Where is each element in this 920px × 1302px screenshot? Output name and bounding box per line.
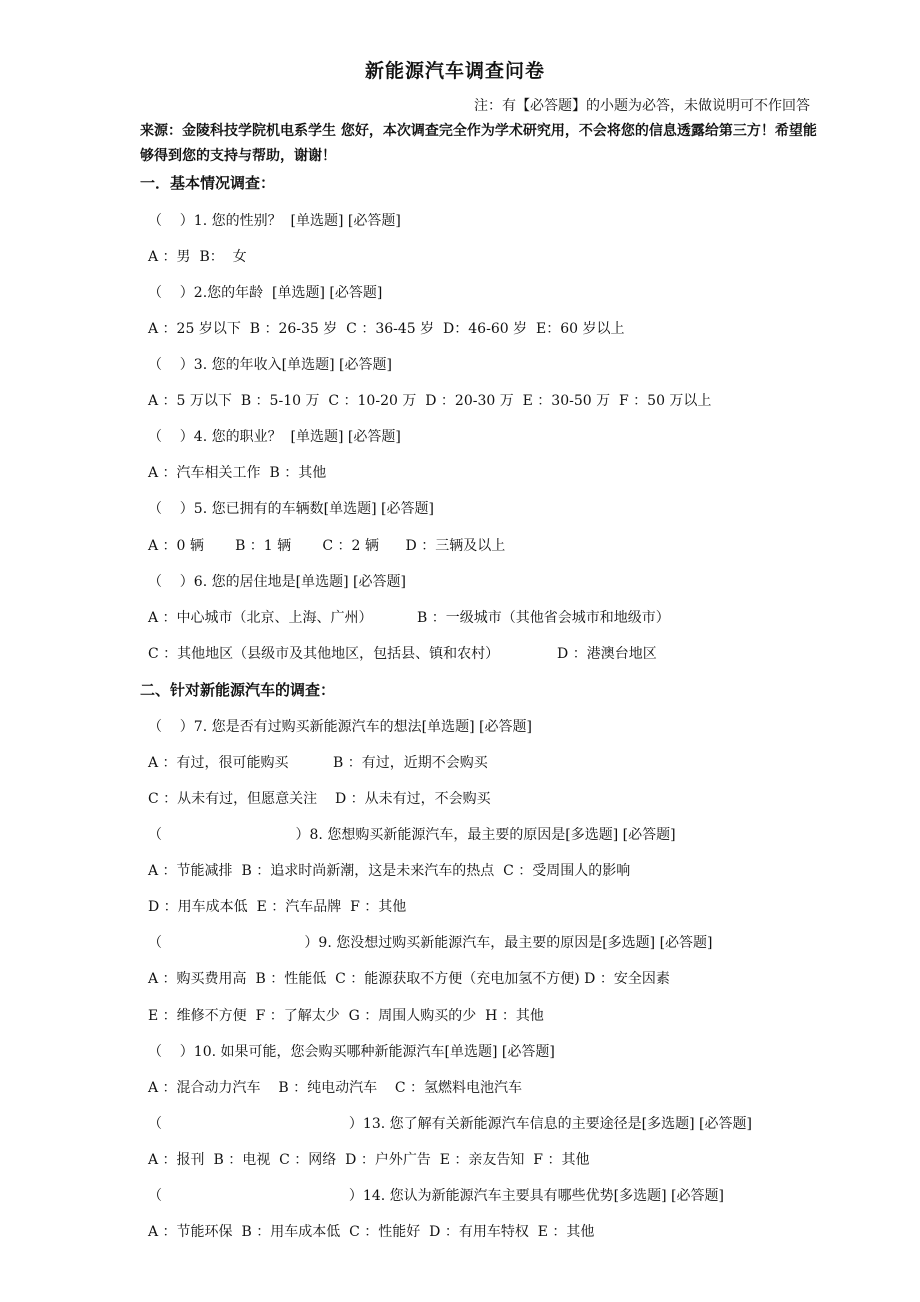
options-9-line-1: A ：购买费用高 B ：性能低 C ：能源获取不方便（充电加氢不方便) D ：安全因素 bbox=[148, 971, 670, 987]
options-7-line-2: C ：从未有过，但愿意关注 D ：从未有过，不会购买 bbox=[148, 791, 491, 807]
options-8-line-1: A ：节能减排 B ：追求时尚新潮，这是未来汽车的热点 C ：受周围人的影响 bbox=[148, 863, 631, 879]
question-14: （ ）14. 您认为新能源汽车主要具有哪些优势[多选题] [必答题] bbox=[148, 1188, 724, 1204]
question-1: （ ）1. 您的性别？ [单选题] [必答题] bbox=[148, 213, 401, 229]
section-heading-basic: 一．基本情况调查： bbox=[140, 174, 276, 192]
options-7-line-1: A ：有过，很可能购买 B ：有过，近期不会购买 bbox=[148, 755, 488, 771]
question-3: （ ）3. 您的年收入[单选题] [必答题] bbox=[148, 357, 392, 373]
intro-paragraph: 来源：金陵科技学院机电系学生 您好，本次调查完全作为学术研究用，不会将您的信息透露给第三方！希望能够得到您的支持与帮助，谢谢！ bbox=[140, 123, 817, 164]
section-heading-nev: 二、针对新能源汽车的调查： bbox=[140, 681, 336, 699]
question-2: （ ）2.您的年龄 [单选题] [必答题] bbox=[148, 285, 383, 301]
options-14: A ：节能环保 B ：用车成本低 C ：性能好 D ：有用车特权 E ：其他 bbox=[148, 1224, 595, 1240]
options-10: A ：混合动力汽车 B ：纯电动汽车 C ：氢燃料电池汽车 bbox=[148, 1080, 523, 1096]
document-title: 新能源汽车调查问卷 bbox=[364, 60, 545, 82]
question-10: （ ）10. 如果可能，您会购买哪种新能源汽车[单选题] [必答题] bbox=[148, 1044, 555, 1060]
question-6: （ ）6. 您的居住地是[单选题] [必答题] bbox=[148, 574, 406, 590]
answer-note: 注：有【必答题】的小题为必答，未做说明可不作回答 bbox=[474, 98, 810, 114]
options-3: A ：5 万以下 B ：5-10 万 C ：10-20 万 D ：20-30 万 E ：30-50 万 F ：50 万以上 bbox=[148, 393, 712, 409]
options-9-line-2: E ：维修不方便 F ：了解太少 G ：周围人购买的少 H ：其他 bbox=[148, 1008, 544, 1024]
options-6-line-2: C ：其他地区（县级市及其他地区，包括县、镇和农村） D ：港澳台地区 bbox=[148, 646, 657, 662]
question-7: （ ）7. 您是否有过购买新能源汽车的想法[单选题] [必答题] bbox=[148, 719, 532, 735]
question-5: （ ）5. 您已拥有的车辆数[单选题] [必答题] bbox=[148, 501, 434, 517]
options-2: A ：25 岁以下 B ：26-35 岁 C ：36-45 岁 D：46-60 岁 E：60 岁以上 bbox=[148, 321, 625, 337]
options-4: A ：汽车相关工作 B ：其他 bbox=[148, 465, 327, 481]
question-9: （ ）9. 您没想过购买新能源汽车，最主要的原因是[多选题] [必答题] bbox=[148, 935, 713, 951]
options-13: A ：报刊 B ：电视 C ：网络 D ：户外广告 E ：亲友告知 F ：其他 bbox=[148, 1152, 590, 1168]
options-5: A ：0 辆 B ：1 辆 C ：2 辆 D ：三辆及以上 bbox=[148, 538, 506, 554]
options-1: A ：男 B： 女 bbox=[148, 249, 247, 265]
question-4: （ ）4. 您的职业？ [单选题] [必答题] bbox=[148, 429, 401, 445]
question-8: （ ）8. 您想购买新能源汽车，最主要的原因是[多选题] [必答题] bbox=[148, 827, 676, 843]
options-6-line-1: A ：中心城市（北京、上海、广州） B ：一级城市（其他省会城市和地级市） bbox=[148, 610, 670, 626]
options-8-line-2: D ：用车成本低 E ：汽车品牌 F ：其他 bbox=[148, 899, 407, 915]
question-13: （ ）13. 您了解有关新能源汽车信息的主要途径是[多选题] [必答题] bbox=[148, 1116, 752, 1132]
